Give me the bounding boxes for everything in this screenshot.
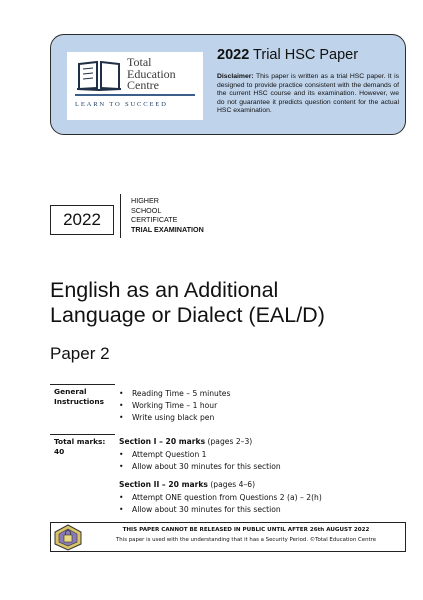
divider (50, 434, 115, 435)
hsc-line: TRIAL EXAMINATION (131, 224, 204, 234)
trial-title-text: Trial HSC Paper (253, 47, 359, 63)
trial-title-year: 2022 (217, 47, 250, 63)
logo-line: Total (127, 55, 152, 69)
label-line: 40 (54, 446, 65, 456)
header-card (50, 34, 406, 135)
general-instructions-label (54, 387, 104, 406)
list-item: • Allow about 30 minutes for this section (119, 461, 281, 473)
label-line: General (54, 387, 87, 396)
release-notice: THIS PAPER CANNOT BE RELEASED IN PUBLIC UNTIL AFTER 26th AUGUST 2022 (122, 527, 370, 533)
list-item: • Attempt Question 1 (119, 449, 281, 461)
section-pages: (pages 4–6) (210, 480, 256, 489)
exam-year-box: 2022 (50, 205, 114, 235)
list-item: • Working Time – 1 hour (119, 400, 230, 412)
security-seal-icon (53, 524, 83, 551)
security-note: This paper is used with the understanding that it has a Security Period. ©Total Education Centre (115, 537, 377, 543)
logo-divider (75, 94, 195, 96)
list-item: • Allow about 30 minutes for this section (119, 504, 322, 516)
divider (50, 384, 115, 385)
logo-tagline: LEARN TO SUCCEED (75, 101, 168, 108)
logo (67, 52, 203, 120)
divider-vertical (120, 194, 121, 238)
section-1-heading (119, 437, 252, 446)
disclaimer (217, 73, 399, 116)
label-line: Instructions (54, 396, 105, 406)
list-item: • Write using black pen (119, 412, 230, 424)
disclaimer-text: This paper is written as a trial HSC paper. It is designed to provide practice consistent with the demands of the current HSC course and its examination. However, we do not guarantee it predicts question content for the actual HSC examination. (217, 73, 400, 115)
subject-title (50, 278, 410, 328)
paper-number: Paper 2 (50, 344, 110, 363)
security-footer (50, 522, 406, 552)
general-instructions-list (119, 388, 230, 424)
section-title: Section I – 20 marks (119, 437, 206, 446)
trial-title (217, 47, 358, 63)
label-line: Total marks: (54, 437, 106, 446)
section-pages: (pages 2–3) (207, 437, 253, 446)
list-item: • Attempt ONE question from Questions 2 (a) – 2(h) (119, 492, 322, 504)
section-2-list (119, 492, 322, 516)
hsc-line: HIGHER (131, 196, 159, 205)
section-1-list (119, 449, 281, 473)
list-item: • Reading Time – 5 minutes (119, 388, 230, 400)
total-marks-label (54, 437, 105, 456)
logo-text (127, 57, 203, 92)
hsc-line: SCHOOL (131, 205, 162, 215)
section-title: Section II – 20 marks (119, 480, 208, 489)
logo-line: Centre (127, 78, 159, 92)
hsc-line: CERTIFICATE (131, 215, 178, 225)
subject-title-line: Language or Dialect (EAL/D) (50, 303, 325, 327)
subject-title-line: English as an Additional (50, 278, 279, 302)
logo-line: Education (127, 66, 176, 81)
book-logo-icon (75, 58, 123, 92)
hsc-label (131, 196, 204, 234)
disclaimer-label: Disclaimer: (217, 73, 254, 80)
section-2-heading (119, 480, 255, 489)
